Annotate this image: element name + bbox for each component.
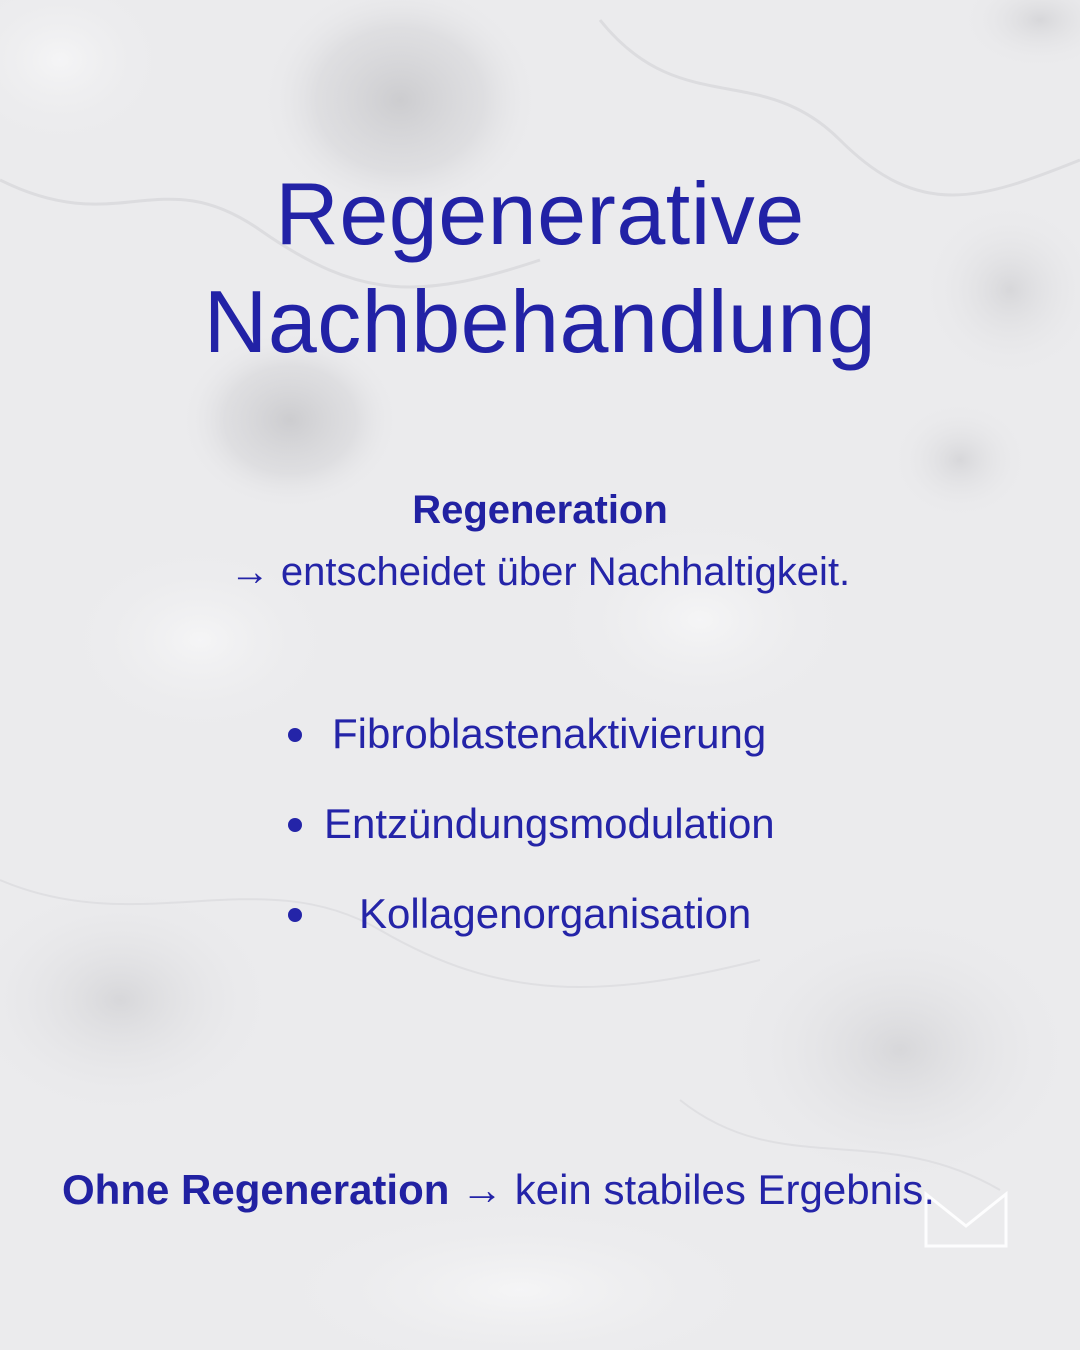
intro-heading: Regeneration xyxy=(412,488,668,532)
bullet-text: Entzündungsmodulation xyxy=(324,800,775,847)
bullet-text: Kollagenorganisation xyxy=(359,890,752,937)
list-item xyxy=(282,790,882,880)
footer-bold: Ohne Regeneration xyxy=(62,1166,450,1213)
footer-statement xyxy=(62,1162,935,1218)
bullet-dot-icon xyxy=(288,908,302,922)
title-line-1: Regenerative xyxy=(275,164,805,263)
footer-rest: → kein stabiles Ergebnis. xyxy=(449,1166,935,1213)
list-item xyxy=(282,880,882,970)
intro-statement: → entscheidet über Nachhaltigkeit. xyxy=(229,550,851,594)
bullet-dot-icon xyxy=(288,818,302,832)
brand-logo-icon xyxy=(920,1186,1012,1252)
bullet-list xyxy=(282,700,882,970)
title-line-2: Nachbehandlung xyxy=(203,272,877,371)
bullet-dot-icon xyxy=(288,728,302,742)
bullet-text: Fibroblastenaktivierung xyxy=(332,710,767,757)
intro-block xyxy=(0,486,1080,596)
page-title xyxy=(0,160,1080,376)
list-item xyxy=(282,700,882,790)
